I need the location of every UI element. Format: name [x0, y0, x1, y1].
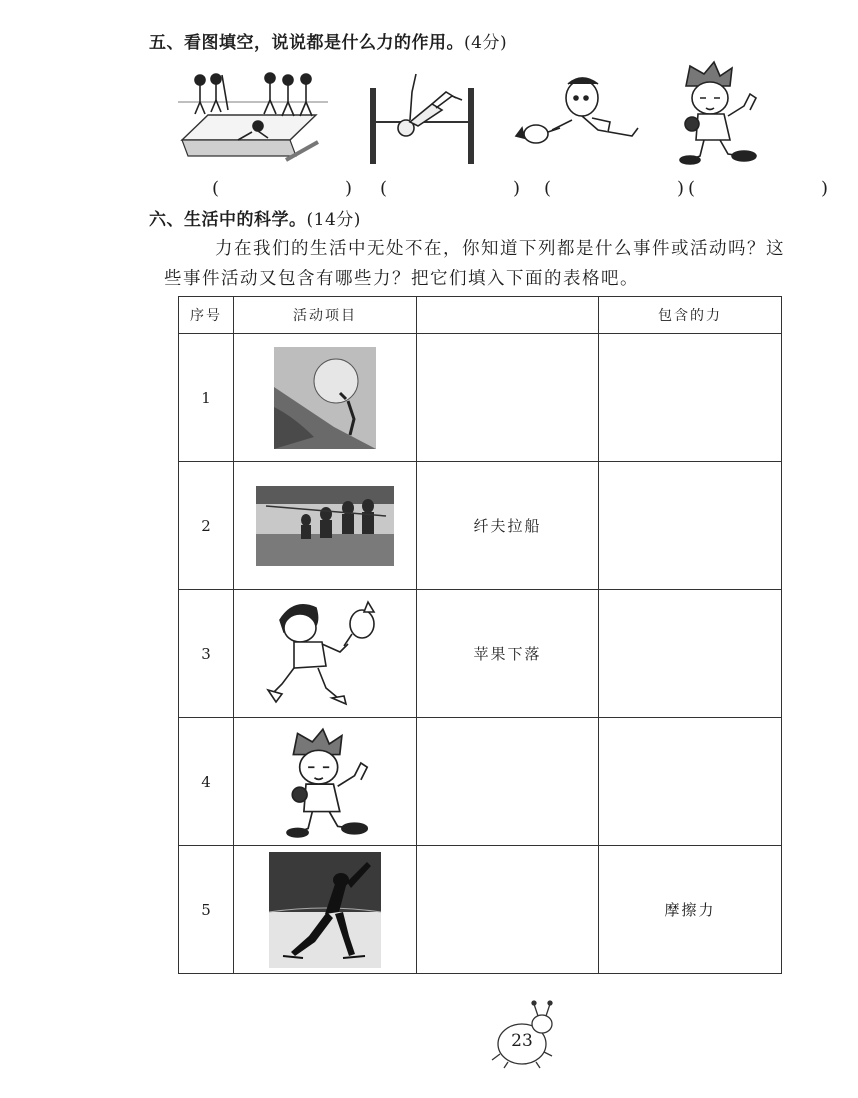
- paragraph-line-1: 力在我们的生活中无处不在，你知道下列都是什么事件或活动吗？这: [215, 239, 785, 259]
- table-row: [179, 462, 782, 590]
- page-number: 23: [511, 1031, 533, 1051]
- row-event[interactable]: [417, 334, 599, 462]
- table-tennis-boy-figure-2: [275, 725, 375, 839]
- row-image-cell: [234, 846, 417, 974]
- row-event[interactable]: [417, 718, 599, 846]
- blank-2[interactable]: ( ): [380, 178, 551, 199]
- header-event: [417, 297, 599, 334]
- row-number: 5: [179, 846, 234, 974]
- row-event[interactable]: [417, 846, 599, 974]
- table-row: [179, 590, 782, 718]
- header-number: 序号: [179, 297, 234, 334]
- section-6-title-text: 六、生活中的科学。: [149, 210, 307, 230]
- badminton-player-figure: [264, 598, 386, 710]
- table-row: [179, 334, 782, 462]
- row-force[interactable]: [599, 718, 782, 846]
- boat-trackers-photo: [256, 486, 394, 566]
- activity-table: [178, 296, 782, 974]
- section-5-title-text: 五、看图填空，说说都是什么力的作用。: [149, 33, 464, 53]
- row-number: 3: [179, 590, 234, 718]
- row-image-cell: [234, 462, 417, 590]
- blank-4[interactable]: ( ): [688, 178, 858, 199]
- row-force[interactable]: [599, 334, 782, 462]
- row-number: 4: [179, 718, 234, 846]
- row-force[interactable]: 摩擦力: [599, 846, 782, 974]
- row-image-cell: [234, 334, 417, 462]
- row-force[interactable]: [599, 590, 782, 718]
- paragraph-line-2: 些事件活动又包含有哪些力？把它们填入下面的表格吧。: [164, 269, 639, 289]
- row-force[interactable]: [599, 462, 782, 590]
- blank-3[interactable]: ( ): [544, 178, 715, 199]
- table-header-row: [179, 297, 782, 334]
- sisyphus-boulder-photo: [274, 347, 376, 449]
- speed-skater-photo: [269, 852, 381, 968]
- kick-figure: [512, 70, 644, 166]
- blank-1[interactable]: ( ): [212, 178, 383, 199]
- row-image-cell: [234, 718, 417, 846]
- table-row: [179, 718, 782, 846]
- row-number: 1: [179, 334, 234, 462]
- row-event[interactable]: 苹果下落: [417, 590, 599, 718]
- header-force: 包含的力: [599, 297, 782, 334]
- section-6-score: (14分): [306, 210, 361, 230]
- header-activity: 活动项目: [234, 297, 417, 334]
- high-jump-figure: [366, 70, 478, 166]
- section-5-title: [149, 28, 507, 53]
- row-image-cell: [234, 590, 417, 718]
- row-event[interactable]: 纤夫拉船: [417, 462, 599, 590]
- row-number: 2: [179, 462, 234, 590]
- table-tennis-boy-figure: [670, 58, 762, 166]
- table-row: [179, 846, 782, 974]
- section-6-paragraph: [164, 234, 800, 294]
- section-6-title: [149, 205, 361, 230]
- section-5-score: (4分): [464, 33, 508, 53]
- tug-of-war-figure: [178, 70, 328, 166]
